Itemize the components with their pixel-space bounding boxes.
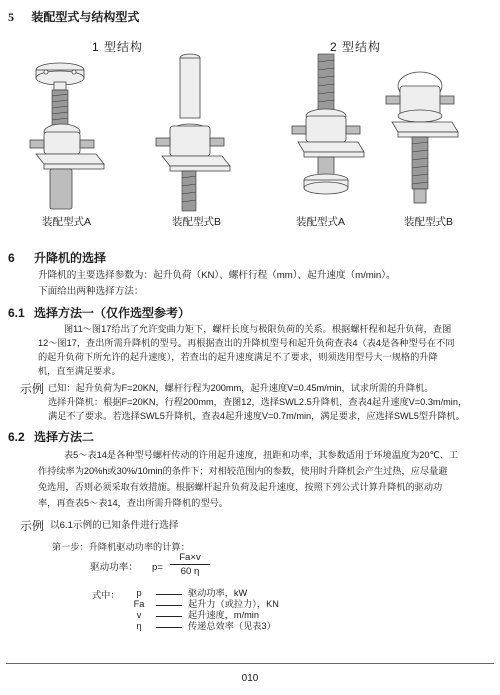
section-6-1-heading: [8, 304, 190, 321]
text-line: 图11～图17给出了允许变曲力矩下，螺杆长度与极限负荷的关系。根据螺杆程和起升负荷，查图: [64, 324, 452, 334]
section-6-1-number: 6.1: [8, 306, 25, 320]
leader-line: [156, 588, 182, 595]
variable-row: [122, 621, 372, 632]
formula-denominator: 60 η: [170, 564, 210, 578]
caption-type1-b: 装配型式B: [172, 216, 222, 228]
variable-description: 驱动功率，kW: [188, 588, 248, 598]
formula-p: p=: [152, 562, 163, 573]
section-5-heading: [8, 8, 139, 25]
section-6-1-paragraph: [38, 322, 496, 378]
section-5-title: 装配型式与结构型式: [31, 10, 140, 24]
variable-symbol: v: [136, 610, 142, 620]
variable-row: [122, 610, 372, 621]
jack-illustrations: [0, 52, 500, 214]
footer-divider: [6, 663, 494, 664]
variable-symbol: η: [136, 621, 142, 631]
jack-type2-assembly-b-illustration: [386, 72, 458, 203]
text-line: 满足不了要求。若选择SWL5升降机，查表4起升速度V=0.7m/min，满足要求，应选择SWL5型升降机。: [48, 411, 465, 421]
jack-type2-assembly-a-illustration: [292, 54, 364, 194]
section-6-1-example: [48, 381, 498, 423]
formula-label: 驱动功率：: [90, 562, 138, 573]
page-number: 010: [241, 673, 259, 684]
section-6-heading: [8, 249, 106, 266]
caption-type2-a: 装配型式A: [296, 216, 346, 228]
variable-list: [122, 588, 372, 632]
jack-type1-assembly-b-illustration: [156, 54, 230, 211]
section-6-2-paragraph: [38, 447, 496, 511]
text-line: 免选用，否则必须采取有效措施。根据螺杆起升负荷及起升速度，按照下列公式计算升降机的驱动功: [38, 482, 443, 492]
section-6-2-example-label: 示例: [20, 519, 45, 533]
text-line: 12～图17，查出所需升降机的型号。再根据查出的升降机型号和起升负荷查表4（表4是各种型号在不同: [38, 338, 455, 348]
jack-type1-assembly-a-illustration: [30, 63, 104, 209]
text-line: 的起升负荷下所允许的起升速度），若查出的起升速度满足不了要求，则须选用型号大一规格的升降: [38, 352, 438, 362]
text-line: 机，直至满足要求。: [38, 366, 121, 376]
text-line: 表5～表14是各种型号螺杆传动的许用起升速度，扭距和功率，其参数适用于环境温度为20℃、工: [64, 450, 459, 460]
step-1-text: 第一步：升降机驱动功率的计算：: [52, 542, 190, 552]
text-line: 率，再查表5～表14，查出所需升降机的型号。: [38, 498, 228, 508]
section-6-intro-line-2: 下面给出两种选择方法：: [38, 286, 144, 297]
caption-type1-a: 装配型式A: [42, 216, 92, 228]
leader-line: [156, 599, 182, 606]
section-6-2-number: 6.2: [8, 430, 25, 444]
variable-symbol: p: [136, 588, 142, 598]
variable-description: 传递总效率（见表3）: [188, 621, 276, 631]
caption-type2-b: 装配型式B: [404, 216, 454, 228]
leader-line: [156, 621, 182, 628]
section-6-2-title: 选择方法二: [34, 430, 95, 444]
section-6-number: 6: [8, 251, 15, 265]
section-6-2-heading: [8, 428, 94, 445]
section-6-title: 升降机的选择: [34, 251, 107, 265]
variable-description: 起升力（或拉力），KN: [188, 599, 279, 609]
section-6-1-example-label: 示例: [20, 382, 45, 396]
variable-row: [122, 588, 372, 599]
section-6-1-title: 选择方法一（仅作选型参考）: [34, 306, 191, 320]
type2-heading: 2 型结构: [330, 40, 382, 54]
text-line: 已知：起升负荷为F=20KN，螺杆行程为200mm，起升速度V=0.45m/min，试求所需的升降机。: [48, 383, 434, 393]
text-line: 作持续率为20%h或30%/10min的条件下；对相较范围内的参数，使用时升降机会产生过热，应尽量避: [38, 466, 448, 476]
section-6-2-example-text: 以6.1示例的已知条件进行选择: [50, 520, 179, 531]
variable-description: 起升速度，m/min: [188, 610, 259, 620]
type1-heading: 1 型结构: [92, 40, 144, 54]
text-line: 选择升降机：根据F=20KN，行程200mm，查图12，选择SWL2.5升降机，查表4起升速度V=0.3m/min，: [48, 397, 468, 407]
section-5-number: 5: [8, 10, 14, 24]
power-formula-fraction: [170, 551, 210, 578]
leader-line: [156, 610, 182, 617]
formula-numerator: Fa×v: [179, 552, 201, 563]
variable-symbol: Fa: [133, 599, 145, 609]
variable-row: [122, 599, 372, 610]
section-6-intro-line-1: 升降机的主要选择参数为：起升负荷（KN）、螺杆行程（mm）、起升速度（m/min）。: [38, 270, 396, 281]
where-label: 式中：: [92, 590, 120, 600]
